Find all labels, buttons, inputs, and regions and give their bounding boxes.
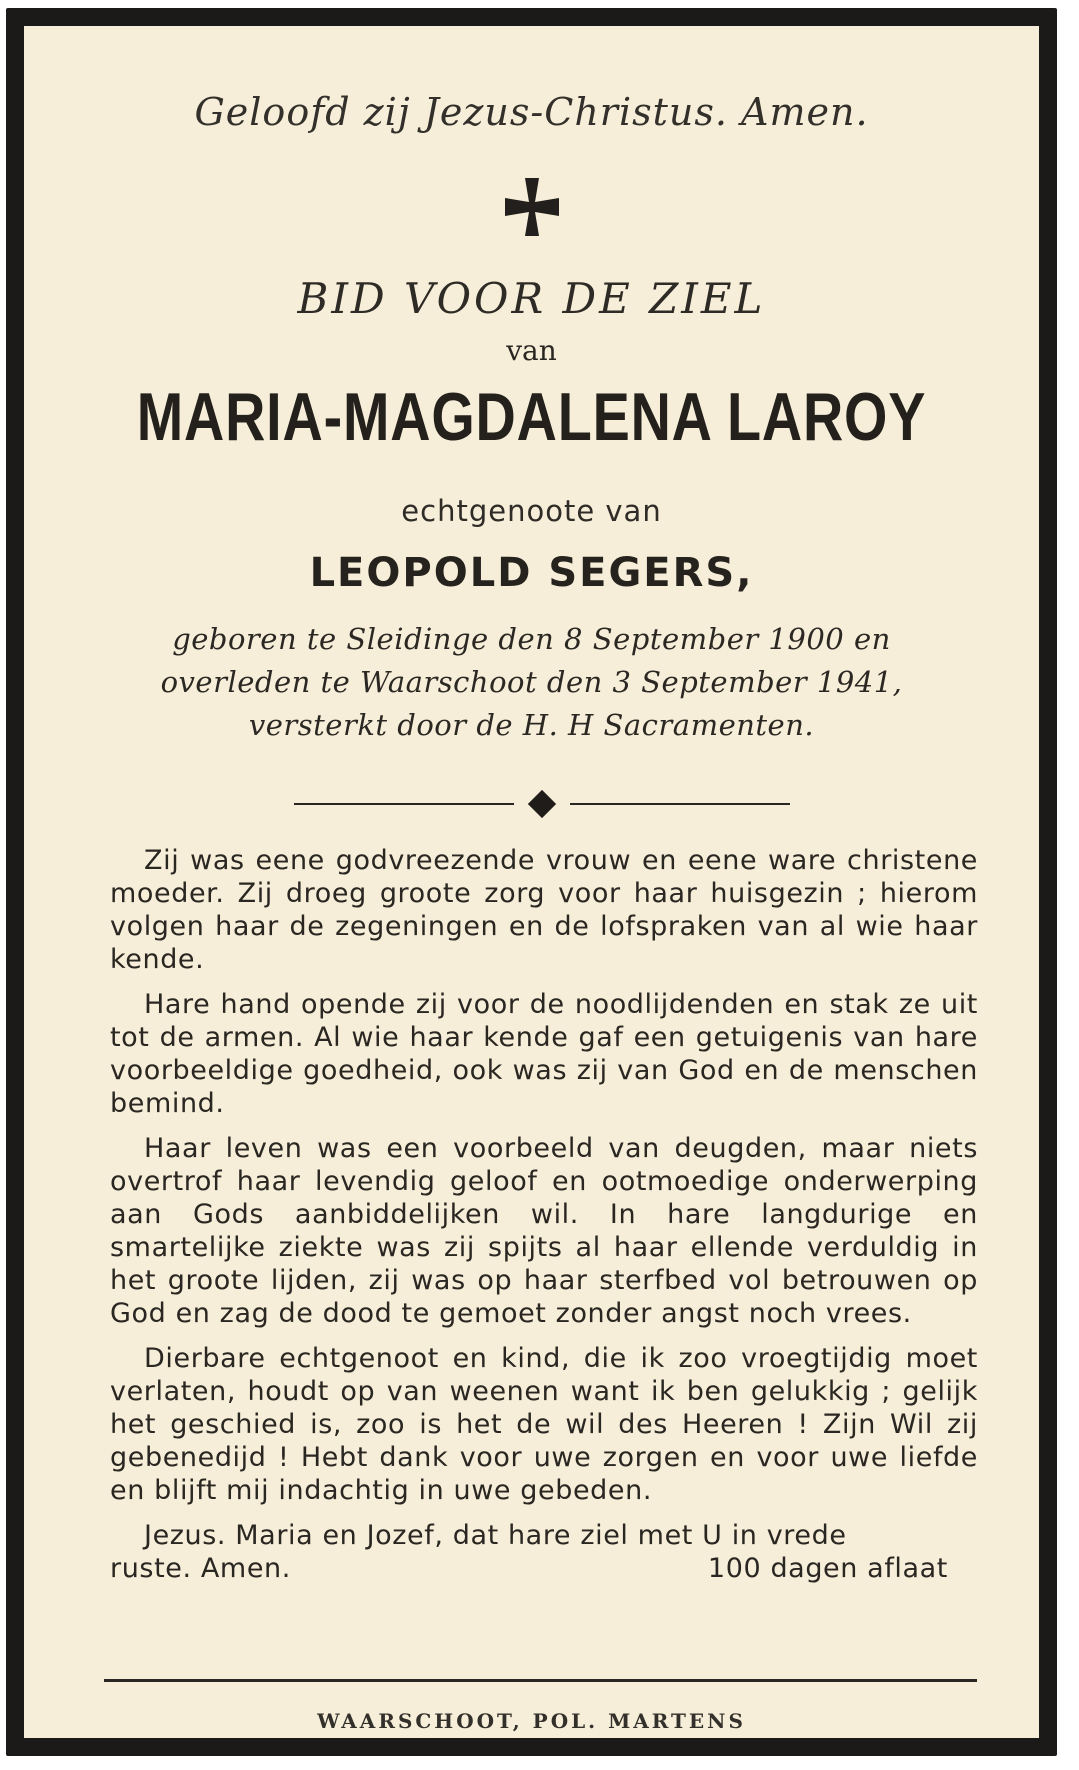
bio-death: overleden te Waarschoot den 3 September 1941, bbox=[160, 665, 903, 699]
printer-credit: WAARSCHOOT, POL. MARTENS bbox=[317, 1709, 746, 1733]
divider-line-right bbox=[570, 803, 790, 805]
memorial-card bbox=[6, 8, 1057, 1756]
closing-end: ruste. Amen. bbox=[110, 1553, 291, 1584]
bio-block bbox=[24, 618, 1039, 747]
bio-sacraments: versterkt door de H. H Sacramenten. bbox=[248, 708, 815, 742]
paragraph: Haar leven was een voorbeeld van deugden, maar niets overtrof haar levendig geloof en ootmoedige onderwerping aan Gods aanbiddelijken wil. In hare langdurige en smartelijke ziekte was zij spijts al haar ellende verduldig in het groote lijden, zij was op haar sterfbed vol betrouwen op God en zag de dood te gemoet zonder angst noch vrees. bbox=[110, 1133, 978, 1329]
paragraph: Dierbare echtgenoot en kind, die ik zoo vroegtijdig moet verlaten, houdt op van weenen want ik ben gelukkig ; gelijk het geschied is, zoo is het de wil des Heeren ! Zijn Wil zij gebenedijd ! Hebt dank voor uwe zorgen en voor uwe liefde en blijft mij indachtig in uwe gebeden. bbox=[110, 1343, 978, 1506]
cross-icon-wrap bbox=[24, 176, 1039, 242]
bio-birth: geboren te Sleidinge den 8 September 1900 en bbox=[172, 622, 891, 656]
body-text bbox=[110, 844, 978, 1585]
deceased-name: MARIA-MAGDALENA LAROY bbox=[136, 379, 927, 455]
spouse-name: LEOPOLD SEGERS, bbox=[309, 550, 754, 596]
footer-rule bbox=[104, 1679, 977, 1682]
van-label: van bbox=[506, 334, 557, 367]
spouse-label: echtgenoote van bbox=[401, 494, 662, 528]
indulgence: 100 dagen aflaat bbox=[707, 1553, 948, 1584]
maltese-cross-icon bbox=[501, 176, 563, 238]
closing-prayer: Jezus. Maria en Jozef, dat hare ziel met U in vrede bbox=[144, 1520, 847, 1551]
diamond-icon bbox=[528, 790, 556, 818]
card-paper bbox=[24, 26, 1039, 1738]
prayer-heading: BID VOOR DE ZIEL bbox=[297, 274, 766, 323]
paragraph: Hare hand opende zij voor de noodlijdenden en stak ze uit tot de armen. Al wie haar kende gaf een getuigenis van hare voorbeeldige goedheid, ook was zij van God en de menschen bemind. bbox=[110, 989, 978, 1119]
header-prayer: Geloofd zij Jezus-Christus. Amen. bbox=[194, 90, 869, 134]
ornamental-divider bbox=[294, 792, 790, 816]
divider-line-left bbox=[294, 803, 514, 805]
closing-line bbox=[110, 1552, 978, 1585]
paragraph: Zij was eene godvreezende vrouw en eene ware christene moeder. Zij droeg groote zorg voor haar huisgezin ; hierom volgen haar de zegeningen en de lofspraken van al wie haar kende. bbox=[110, 845, 978, 975]
